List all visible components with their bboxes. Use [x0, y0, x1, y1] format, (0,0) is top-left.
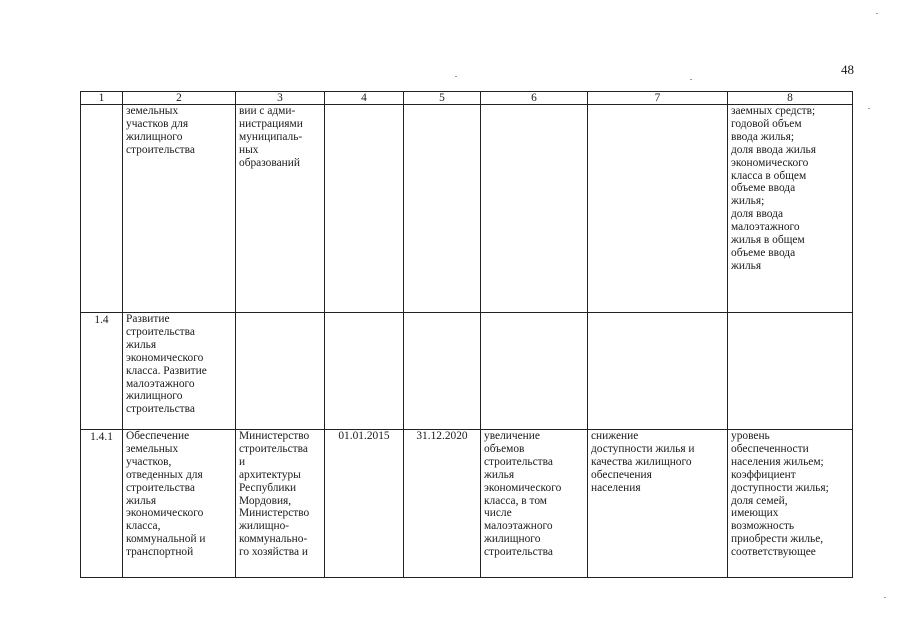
- scan-speck: [884, 597, 886, 598]
- page-number: 48: [841, 62, 854, 77]
- measure-name-cell: Обеспечение земельных участков, отведенных для строительства жилья экономического класса, коммунальной и транспортной: [123, 430, 236, 578]
- table-row: [81, 430, 853, 578]
- scan-speck: [690, 79, 692, 80]
- expected-result-cell: [481, 313, 588, 430]
- indicators-cell: уровень обеспеченности населения жильем; коэффициент доступности жилья; доля семей, имеющих возможность приобрести жилье, соответствующее: [728, 430, 853, 578]
- column-header: 1: [81, 92, 123, 105]
- measure-name-cell: Развитие строительства жилья экономического класса. Развитие малоэтажного жилищного строительства: [123, 313, 236, 430]
- responsible-executor-cell: вии с адми- нистрациями муниципаль- ных образований: [236, 105, 325, 313]
- table-row: [81, 105, 853, 313]
- item-number-cell: 1.4: [81, 313, 123, 430]
- column-header: 3: [236, 92, 325, 105]
- item-number-cell: 1.4.1: [81, 430, 123, 578]
- responsible-executor-cell: Министерство строительства и архитектуры Республики Мордовия, Министерство жилищно- коммунально- го хозяйства и: [236, 430, 325, 578]
- start-date-cell: 01.01.2015: [325, 430, 404, 578]
- consequences-cell: [588, 313, 728, 430]
- consequences-cell: [588, 105, 728, 313]
- end-date-cell: [404, 313, 481, 430]
- column-header: 4: [325, 92, 404, 105]
- end-date-cell: 31.12.2020: [404, 430, 481, 578]
- item-number-cell: [81, 105, 123, 313]
- column-header: 7: [588, 92, 728, 105]
- column-header: 2: [123, 92, 236, 105]
- table-row: [81, 313, 853, 430]
- start-date-cell: [325, 313, 404, 430]
- expected-result-cell: увеличение объемов строительства жилья экономического класса, в том числе малоэтажного жилищного строительства: [481, 430, 588, 578]
- scan-speck: [876, 13, 878, 14]
- expected-result-cell: [481, 105, 588, 313]
- measure-name-cell: земельных участков для жилищного строительства: [123, 105, 236, 313]
- scan-speck: [868, 108, 870, 109]
- program-measures-table: [80, 91, 853, 578]
- start-date-cell: [325, 105, 404, 313]
- indicators-cell: [728, 313, 853, 430]
- indicators-cell: заемных средств; годовой объем ввода жилья; доля ввода жилья экономического класса в общем объеме ввода жилья; доля ввода малоэтажного жилья в общем объеме ввода жилья: [728, 105, 853, 313]
- column-header: 5: [404, 92, 481, 105]
- scan-speck: [455, 76, 457, 77]
- responsible-executor-cell: [236, 313, 325, 430]
- column-number-row: [81, 92, 853, 105]
- column-header: 8: [728, 92, 853, 105]
- end-date-cell: [404, 105, 481, 313]
- column-header: 6: [481, 92, 588, 105]
- consequences-cell: снижение доступности жилья и качества жилищного обеспечения населения: [588, 430, 728, 578]
